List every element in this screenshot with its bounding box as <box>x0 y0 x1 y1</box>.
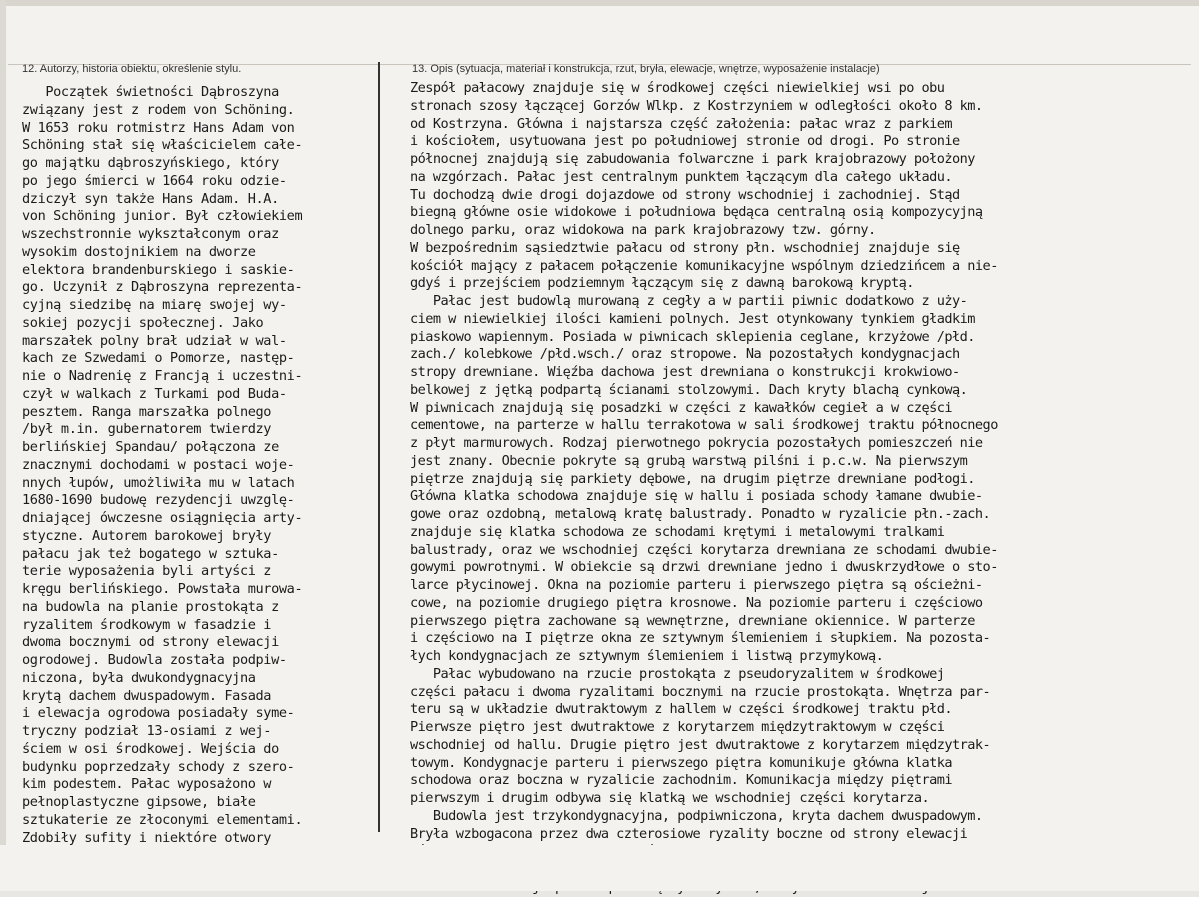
top-edge <box>0 0 1199 6</box>
page-bottom-margin <box>0 845 1199 891</box>
history-text: Początek świetności Dąbroszyna związany jest z rodem von Schöning. W 1653 roku rotmistrz Hans Adam von Schöning stał się właścicielem całe- go majątku dąbroszyńskiego, który po jego śmierci w 1664 roku odzie- dziczył syn także Hans Adam. H.A. von Schöning junior. Był człowiekiem wszechstronnie wykształconym oraz wysokim dostojnikiem na dworze elektora brandenburskiego i saskie- go. Uczynił z Dąbroszyna reprezenta- cyjną siedzibę na miarę swojej wy- sokiej pozycji społecznej. Jako marszałek polny brał udział w wal- kach ze Szwedami o Pomorze, następ- nie o Nadrenię z Francją i uczestni- czył w walkach z Turkami pod Buda- pesztem. Ranga marszałka polnego /był m.in. gubernatorem twierdzy berlińskiej Spandau/ połączona ze znacznymi dochodami w postaci woje- nnych łupów, umożliwiła mu w latach 1680-1690 budowę rezydencji uwzglę- dniającej ówczesne osiągnięcia arty- styczne. Autorem barokowej bryły pałacu jak też bogatego w sztuka- terie wyposażenia byli artyści z kręgu berlińskiego. Powstała murowa- na budowla na planie prostokąta z ryzalitem środkowym w fasadzie i dwoma bocznymi od strony elewacji ogrodowej. Budowla została podpiw- niczona, była dwukondygnacyjna krytą dachem dwuspadowym. Fasada i elewacja ogrodowa posiadały syme- tryczny podział 13-osiami z wej- ściem w osi środkowej. Wejścia do budynku poprzedzały schody z szero- kim podestem. Pałac wyposażono w pełnoplastyczne gipsowe, białe sztukaterie ze złoconymi elementami. Zdobiły sufity i niektóre otwory <box>22 84 303 846</box>
section-13-heading: 13. Opis (sytuacja, materiał i konstrukcja, rzut, bryła, elewacje, wnętrze, wyposażenie instalacje) <box>412 63 880 75</box>
section-12-heading: 12. Autorzy, historia obiektu, określenie stylu. <box>22 63 242 75</box>
left-edge <box>0 0 6 891</box>
description-text: Zespół pałacowy znajduje się w środkowej części niewielkiej wsi po obu stronach szosy łączącej Gorzów Wlkp. z Kostrzyniem w odległości około 8 km. od Kostrzyna. Główna i najstarsza część założenia: pałac wraz z parkiem i kościołem, usytuowana jest po południowej stronie od drogi. Po stronie północnej znajdują się zabudowania folwarczne i park krajobrazowy położony na wzgórzach. Pałac jest centralnym punktem łączącym dla całego układu. Tu dochodzą dwie drogi dojazdowe od strony wschodniej i zachodniej. Stąd biegną główne osie widokowe i południowa będąca centralną osią kompozycyjną dolnego parku, oraz widokowa na park krajobrazowy tzw. górny. W bezpośrednim sąsiedztwie pałacu od strony płn. wschodniej znajduje się kościół mający z pałacem połączenie komunikacyjne wspólnym dziedzińcem a nie- gdyś i przejściem podziemnym łączącym się z dawną barokową kryptą. Pałac jest budowlą murowaną z cegły a w partii piwnic dodatkowo z uży- ciem w niewielkiej ilości kamieni polnych. Jest otynkowany tynkiem gładkim piaskowo wapiennym. Posiada w piwnicach sklepienia ceglane, krzyżowe /płd. zach./ kolebkowe /płd.wsch./ oraz stropowe. Na pozostałych kondygnacjach stropy drewniane. Więźba dachowa jest drewniana o konstrukcji krokwiowo- belkowej z jętką podpartą ścianami stolzowymi. Dach kryty blachą cynkową. W piwnicach znajdują się posadzki w części z kawałków cegieł a w części cementowe, na parterze w hallu terrakotowa w sali środkowej traktu północnego z płyt marmurowych. Rodzaj pierwotnego pokrycia pozostałych pomieszczeń nie jest znany. Obecnie pokryte są grubą warstwą pilśni i p.c.w. Na pierwszym piętrze znajdują się parkiety dębowe, na drugim piętrze drewniane podłogi. Główna klatka schodowa znajduje się w hallu i posiada schody łamane dwubie- gowe oraz ozdobną, metalową kratę balustrady. Ponadto w ryzalicie płn.-zach. znajduje się klatka schodowa ze schodami krętymi i metalowymi tralkami balustrady, oraz we wschodniej części korytarza drewniana ze schodami dwubie- gowymi powrotnymi. W obiekcie są drzwi drewniane jedno i dwuskrzydłowe o sto- larce płycinowej. Okna na poziomie parteru i pierwszego piętra są ościeżni- cowe, na poziomie drugiego piętra krosnowe. Na poziomie parteru i częściowo pierwszego piętra zachowane są wewnętrzne, drewniane okiennice. W parterze i częściowo na I piętrze okna ze sztywnym ślemieniem i słupkiem. Na pozosta- łych kondygnacjach ze sztywnym ślemieniem i listwą przymykową. Pałac wybudowano na rzucie prostokąta z pseudoryzalitem w środkowej części pałacu i dwoma ryzalitami bocznymi na rzucie prostokąta. Wnętrza par- teru są w układzie dwutraktowym z hallem w części środkowej traktu płd. Pierwsze piętro jest dwutraktowe z korytarzem międzytraktowym w części wschodniej od hallu. Drugie piętro jest dwutraktowe z korytarzem międzytrak- towym. Kondygnacje parteru i pierwszego piętra komunikuje główna klatka schodowa oraz boczna w ryzalicie zachodnim. Komunikacja między piętrami pierwszym i drugim odbywa się klatką we wschodniej części korytarza. Budowla jest trzykondygnacyjna, podpiwniczona, kryta dachem dwuspadowym. Bryła wzbogacona przez dwa czterosiowe ryzality boczne od strony elewacji <box>410 80 998 842</box>
column-divider <box>378 62 380 832</box>
